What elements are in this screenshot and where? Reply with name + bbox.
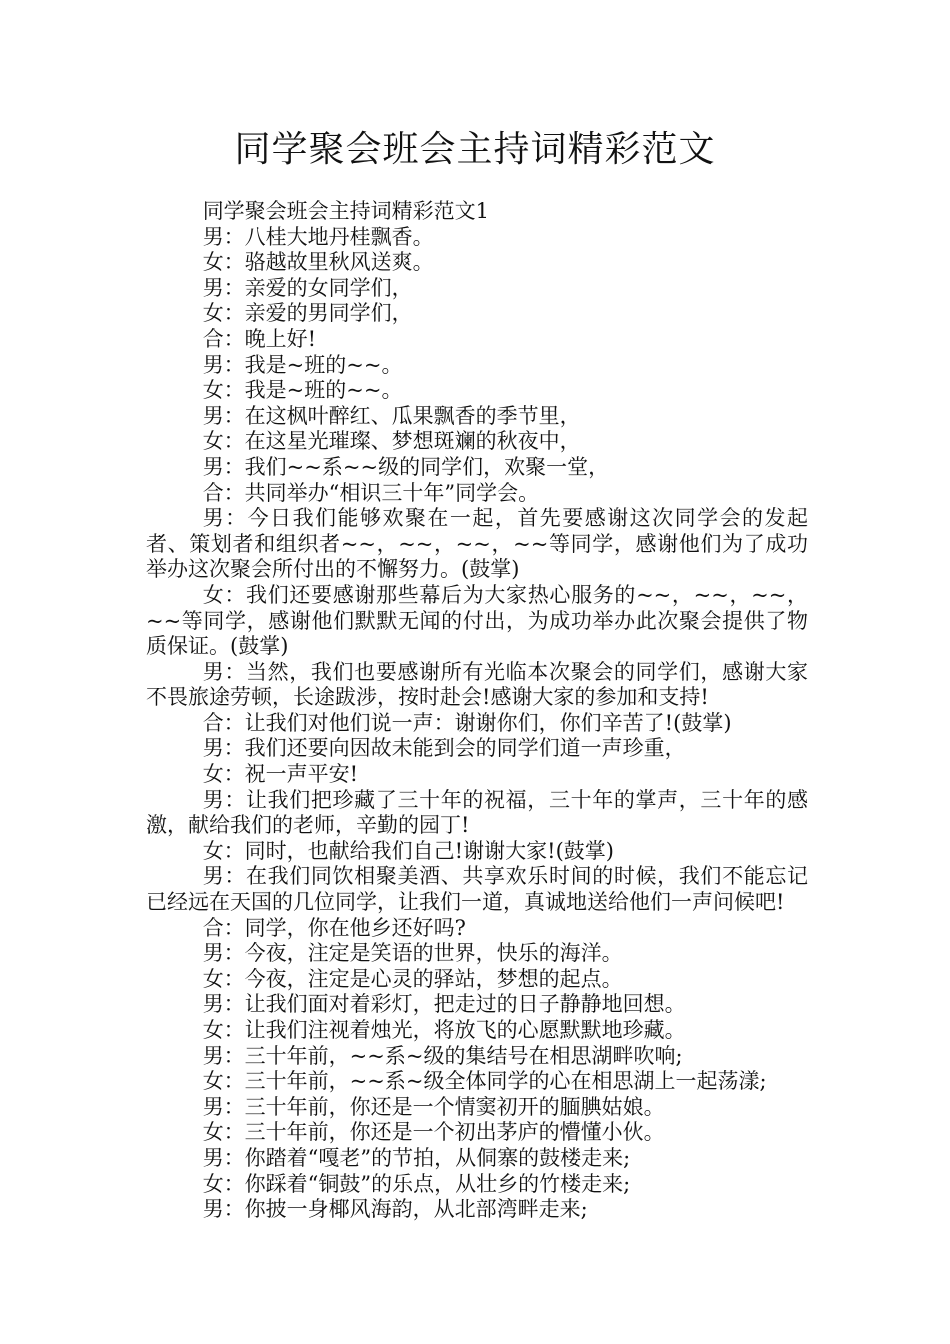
paragraph: 女：祝一声平安!: [202, 762, 359, 787]
paragraph: 女：骆越故里秋风送爽。: [202, 250, 434, 275]
paragraph: 合：同学，你在他乡还好吗?: [202, 915, 466, 940]
paragraph: 女：今夜，注定是心灵的驿站，梦想的起点。: [202, 966, 623, 991]
paragraph: 女：三十年前，你还是一个初出茅庐的懵懂小伙。: [202, 1120, 665, 1145]
paragraph: 男：今夜，注定是笑语的世界，快乐的海洋。: [202, 941, 623, 966]
paragraph: 女：亲爱的男同学们，: [202, 301, 413, 326]
document-title: 同学聚会班会主持词精彩范文: [234, 129, 716, 170]
paragraph: 男：今日我们能够欢聚在一起，首先要感谢这次同学会的发起者、策划者和组织者~~，~~，~~，~~等同学，感谢他们为了成功举办这次聚会所付出的不懈努力。(鼓掌): [146, 506, 808, 582]
paragraph: 女：我们还要感谢那些幕后为大家热心服务的~~，~~，~~，~~等同学，感谢他们默默无闻的付出，为成功举办此次聚会提供了物质保证。(鼓掌): [146, 582, 808, 659]
paragraph: 男：我们还要向因故未能到会的同学们道一声珍重，: [202, 736, 686, 761]
paragraph: 女：你踩着“铜鼓”的乐点，从壮乡的竹楼走来;: [202, 1171, 631, 1196]
paragraph: 男：当然，我们也要感谢所有光临本次聚会的同学们，感谢大家不畏旅途劳顿，长途跋涉，按时赴会!感谢大家的参加和支持!: [146, 659, 808, 710]
paragraph: 男：三十年前，~~系~级的集结号在相思湖畔吹响;: [202, 1043, 683, 1068]
paragraph: 男：让我们面对着彩灯，把走过的日子静静地回想。: [202, 992, 686, 1017]
paragraph: 女：我是~班的~~。: [202, 378, 403, 403]
paragraph: 男：我们~~系~~级的同学们，欢聚一堂，: [202, 454, 610, 479]
paragraph: 男：我是~班的~~。: [202, 352, 403, 377]
paragraph: 男：三十年前，你还是一个情窦初开的腼腆姑娘。: [202, 1094, 665, 1119]
paragraph: 男：在这枫叶醉红、瓜果飘香的季节里，: [202, 403, 581, 428]
paragraph: 女：让我们注视着烛光，将放飞的心愿默默地珍藏。: [202, 1018, 686, 1042]
paragraph: 女：在这星光璀璨、梦想斑斓的秋夜中，: [202, 429, 581, 454]
paragraph: 男：在我们同饮相聚美酒、共享欢乐时间的时候，我们不能忘记已经远在天国的几位同学，让我们一道，真诚地送给他们一声问候吧!: [146, 864, 808, 915]
paragraph: 合：晚上好!: [202, 326, 317, 351]
paragraph: 男：你披一身椰风海韵，从北部湾畔走来;: [202, 1197, 588, 1222]
paragraph: 女：三十年前，~~系~级全体同学的心在相思湖上一起荡漾;: [202, 1069, 767, 1094]
paragraph: 同学聚会班会主持词精彩范文1: [202, 199, 490, 223]
paragraph: 男：亲爱的女同学们，: [202, 275, 413, 300]
paragraph: 男：八桂大地丹桂飘香。: [202, 224, 434, 249]
paragraph: 男：你踏着“嘎老”的节拍，从侗寨的鼓楼走来;: [202, 1145, 631, 1170]
paragraph: 合：共同举办“相识三十年”同学会。: [202, 480, 540, 505]
document-body: [146, 199, 808, 1223]
paragraph: 女：同时，也献给我们自己!谢谢大家!(鼓掌): [202, 838, 614, 863]
paragraph: 合：让我们对他们说一声：谢谢你们，你们辛苦了!(鼓掌): [202, 710, 732, 735]
paragraph: 男：让我们把珍藏了三十年的祝福，三十年的掌声，三十年的感激，献给我们的老师，辛勤的园丁!: [146, 787, 808, 838]
